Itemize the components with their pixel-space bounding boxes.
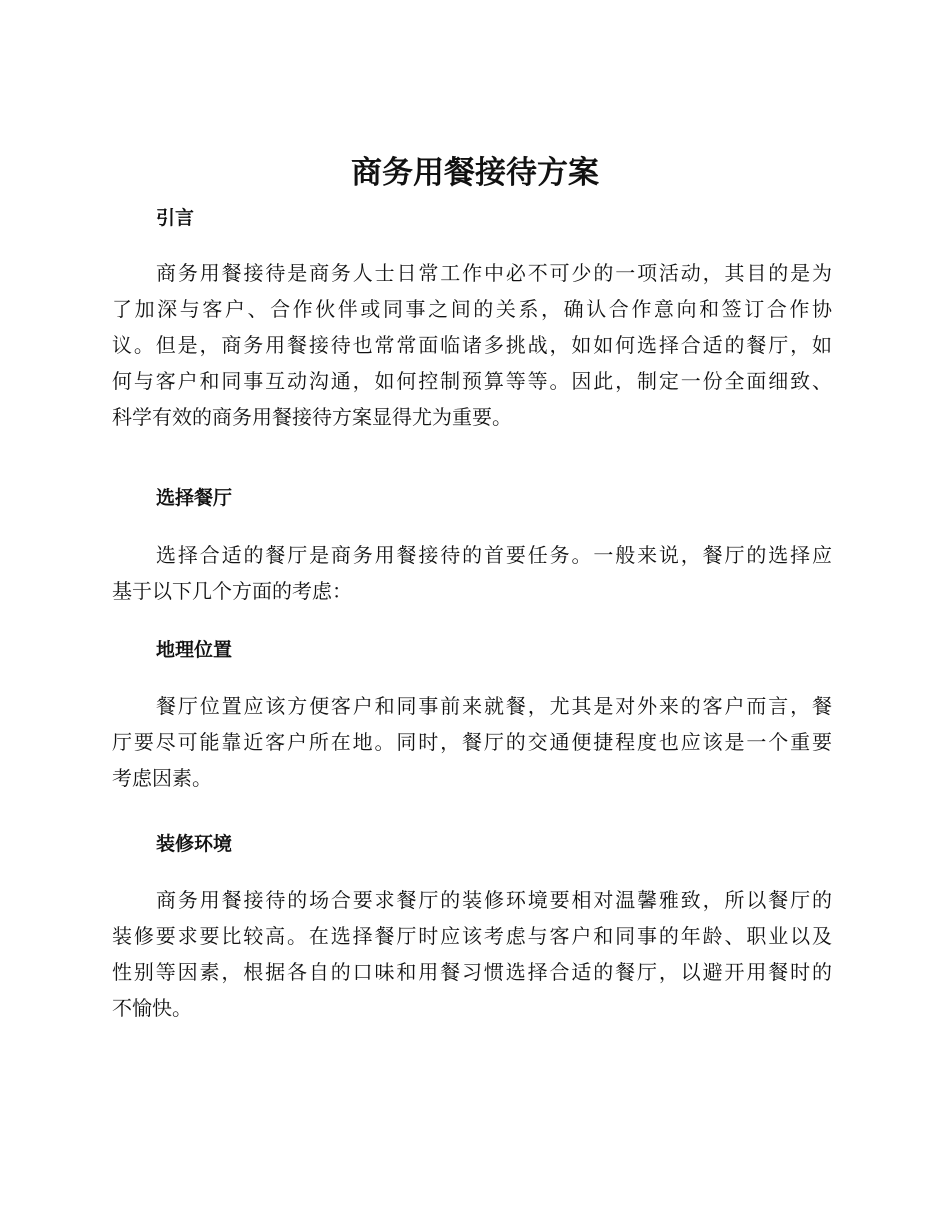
paragraph-decoration xyxy=(112,882,832,1026)
paragraph-line: 基于以下几个方面的考虑： xyxy=(112,579,352,603)
paragraph-line: 了加深与客户、合作伙伴或同事之间的关系，确认合作意向和签订合作协 xyxy=(112,297,832,321)
paragraph-line: 考虑因素。 xyxy=(112,766,212,790)
section-heading-choose-restaurant: 选择餐厅 xyxy=(156,487,233,509)
paragraph-line: 装修要求要比较高。在选择餐厅时应该考虑与客户和同事的年龄、职业以及 xyxy=(112,924,832,948)
paragraph-location xyxy=(112,688,832,796)
section-heading-location: 地理位置 xyxy=(156,639,233,661)
paragraph-line: 商务用餐接待的场合要求餐厅的装修环境要相对温馨雅致，所以餐厅的 xyxy=(156,888,832,912)
section-heading-intro: 引言 xyxy=(156,207,195,229)
paragraph-line: 何与客户和同事互动沟通，如何控制预算等等。因此，制定一份全面细致、 xyxy=(112,369,832,393)
paragraph-line: 厅要尽可能靠近客户所在地。同时，餐厅的交通便捷程度也应该是一个重要 xyxy=(112,730,832,754)
paragraph-line: 不愉快。 xyxy=(112,996,192,1020)
paragraph-intro xyxy=(112,255,832,435)
paragraph-line: 选择合适的餐厅是商务用餐接待的首要任务。一般来说，餐厅的选择应 xyxy=(156,543,832,567)
paragraph-line: 性别等因素，根据各自的口味和用餐习惯选择合适的餐厅，以避开用餐时的 xyxy=(112,960,832,984)
document-title: 商务用餐接待方案 xyxy=(351,155,599,191)
paragraph-line: 餐厅位置应该方便客户和同事前来就餐，尤其是对外来的客户而言，餐 xyxy=(156,694,832,718)
paragraph-line: 科学有效的商务用餐接待方案显得尤为重要。 xyxy=(112,405,512,429)
paragraph-line: 议。但是，商务用餐接待也常常面临诸多挑战，如如何选择合适的餐厅，如 xyxy=(112,333,832,357)
paragraph-choose-restaurant xyxy=(112,537,832,609)
paragraph-line: 商务用餐接待是商务人士日常工作中必不可少的一项活动，其目的是为 xyxy=(156,261,832,285)
section-heading-decoration: 装修环境 xyxy=(156,833,233,855)
